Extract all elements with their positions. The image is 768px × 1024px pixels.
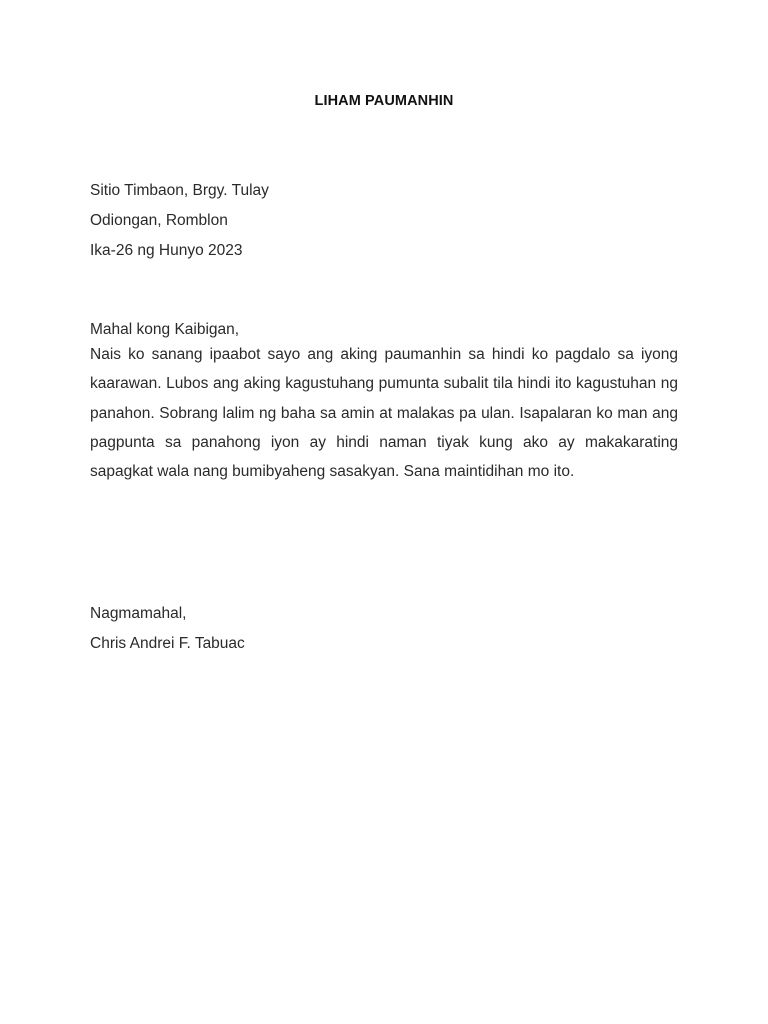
letter-closing-block <box>90 599 678 659</box>
letter-date: Ika-26 ng Hunyo 2023 <box>90 242 243 259</box>
letter-body: Nais ko sanang ipaabot sayo ang aking paumanhin sa hindi ko pagdalo sa iyong kaarawan. Lubos ang aking kagustuhang pumunta subalit tila hindi ito kagustuhan ng panahon. Sobrang lalim ng baha sa amin at malakas pa ulan. Isapalaran ko man ang pagpunta sa panahong iyon ay hindi naman tiyak kung ako ay makakarating sapagkat wala nang bumibyaheng sasakyan. Sana maintidihan mo ito. <box>90 346 678 481</box>
address-line-1: Sitio Timbaon, Brgy. Tulay <box>90 182 269 199</box>
address-line-2: Odiongan, Romblon <box>90 212 228 229</box>
letter-greeting: Mahal kong Kaibigan, <box>90 321 240 338</box>
letter-closing: Nagmamahal, <box>90 605 187 622</box>
letter-title: LIHAM PAUMANHIN <box>314 93 454 109</box>
letter-signature: Chris Andrei F. Tabuac <box>90 635 245 652</box>
sender-address <box>90 176 678 266</box>
